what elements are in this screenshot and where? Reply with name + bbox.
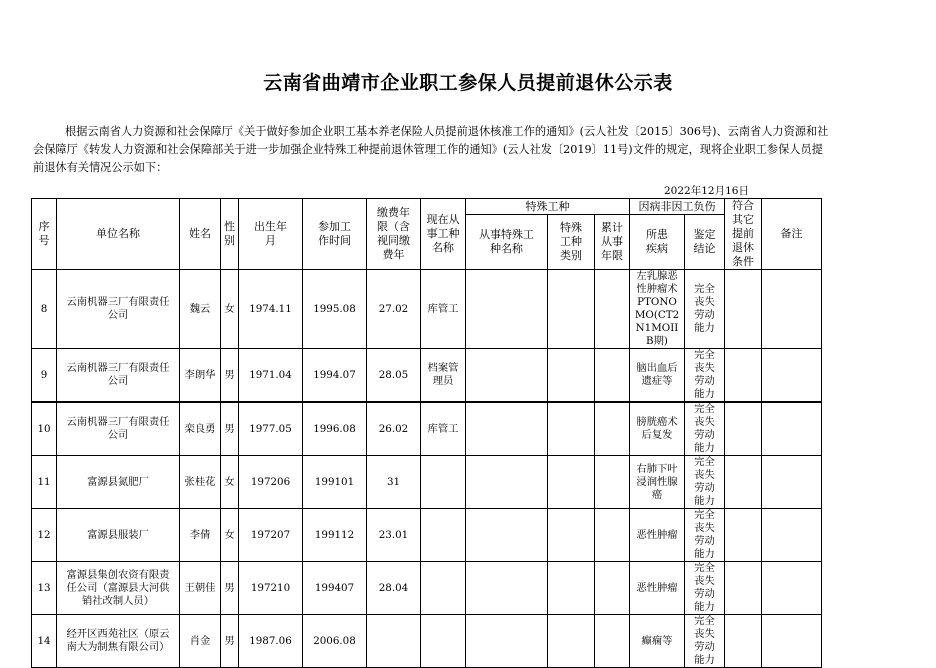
cell-special-name [466, 270, 548, 349]
cell-special-years [595, 402, 630, 456]
table-row [32, 456, 822, 509]
header-other: 符合其它提前退休条件 [725, 199, 762, 270]
cell-remark [762, 509, 822, 562]
cell-work-start: 2006.08 [303, 615, 367, 668]
cell-pay-years: 26.02 [367, 402, 421, 456]
cell-birth: 1971.04 [239, 349, 303, 403]
header-special-group: 特殊工种 [466, 199, 630, 215]
cell-name: 栾良勇 [180, 402, 221, 456]
table-row [32, 615, 822, 668]
cell-conclusion: 完全丧失劳动能力 [685, 349, 725, 403]
retirement-table [31, 198, 822, 668]
header-special-type: 特殊工种类别 [548, 215, 595, 270]
header-work-start: 参加工作时间 [303, 199, 367, 270]
cell-seq: 14 [32, 615, 57, 668]
cell-birth: 1987.06 [239, 615, 303, 668]
cell-special-years [595, 615, 630, 668]
cell-seq: 12 [32, 509, 57, 562]
cell-unit: 富源县集创农资有限责任公司（富源县大河供销社改制人员） [57, 562, 180, 615]
cell-pay-years: 28.05 [367, 349, 421, 403]
cell-seq: 8 [32, 270, 57, 349]
header-current-job: 现在从事工种名称 [421, 199, 466, 270]
header-birth: 出生年月 [239, 199, 303, 270]
cell-other [725, 509, 762, 562]
cell-special-name [466, 615, 548, 668]
cell-seq: 11 [32, 456, 57, 509]
cell-unit: 富源县氮肥厂 [57, 456, 180, 509]
header-conclusion: 鉴定结论 [685, 215, 725, 270]
cell-name: 李倩 [180, 509, 221, 562]
table-row [32, 562, 822, 615]
cell-illness: 脑出血后遗症等 [630, 349, 685, 403]
cell-conclusion: 完全丧失劳动能力 [685, 615, 725, 668]
cell-work-start: 199112 [303, 509, 367, 562]
cell-special-type [548, 349, 595, 403]
table-row [32, 402, 822, 456]
cell-pay-years: 23.01 [367, 509, 421, 562]
header-name: 姓名 [180, 199, 221, 270]
cell-seq: 10 [32, 402, 57, 456]
cell-gender: 男 [221, 402, 239, 456]
publish-date: 2022年12月16日 [664, 185, 749, 197]
cell-name: 李朗华 [180, 349, 221, 403]
cell-illness: 癫痫等 [630, 615, 685, 668]
header-unit: 单位名称 [57, 199, 180, 270]
cell-birth: 1977.05 [239, 402, 303, 456]
cell-conclusion: 完全丧失劳动能力 [685, 509, 725, 562]
header-illness: 所患疾病 [630, 215, 685, 270]
cell-work-start: 199101 [303, 456, 367, 509]
cell-name: 魏云 [180, 270, 221, 349]
cell-special-name [466, 402, 548, 456]
cell-work-start: 1995.08 [303, 270, 367, 349]
cell-birth: 1974.11 [239, 270, 303, 349]
cell-current-job: 库管工 [421, 402, 466, 456]
cell-illness: 左乳腺恶性肿瘤术PTONOMO(CT2N1MOIIB期) [630, 270, 685, 349]
cell-illness: 膀胱癌术后复发 [630, 402, 685, 456]
cell-birth: 197207 [239, 509, 303, 562]
cell-seq: 9 [32, 349, 57, 403]
cell-other [725, 456, 762, 509]
cell-special-type [548, 509, 595, 562]
cell-special-type [548, 562, 595, 615]
cell-unit: 富源县服装厂 [57, 509, 180, 562]
cell-name: 张桂花 [180, 456, 221, 509]
header-special-name: 从事特殊工种名称 [466, 215, 548, 270]
cell-special-name [466, 562, 548, 615]
header-pay-years: 缴费年限（含视同缴费年 [367, 199, 421, 270]
cell-work-start: 1994.07 [303, 349, 367, 403]
cell-special-name [466, 349, 548, 403]
cell-remark [762, 562, 822, 615]
cell-unit: 经开区西苑社区（原云南大为制焦有限公司） [57, 615, 180, 668]
cell-current-job [421, 562, 466, 615]
cell-pay-years: 31 [367, 456, 421, 509]
cell-special-type [548, 270, 595, 349]
cell-remark [762, 349, 822, 403]
cell-other [725, 402, 762, 456]
cell-pay-years: 28.04 [367, 562, 421, 615]
header-seq: 序号 [32, 199, 57, 270]
cell-gender: 女 [221, 270, 239, 349]
cell-remark [762, 270, 822, 349]
cell-special-type [548, 456, 595, 509]
cell-unit: 云南机器三厂有限责任公司 [57, 349, 180, 403]
cell-other [725, 562, 762, 615]
cell-birth: 197206 [239, 456, 303, 509]
cell-work-start: 199407 [303, 562, 367, 615]
cell-other [725, 270, 762, 349]
cell-pay-years: 27.02 [367, 270, 421, 349]
cell-current-job: 库管工 [421, 270, 466, 349]
cell-work-start: 1996.08 [303, 402, 367, 456]
cell-conclusion: 完全丧失劳动能力 [685, 456, 725, 509]
cell-conclusion: 完全丧失劳动能力 [685, 562, 725, 615]
cell-current-job [421, 509, 466, 562]
cell-special-name [466, 456, 548, 509]
cell-conclusion: 完全丧失劳动能力 [685, 402, 725, 456]
cell-remark [762, 615, 822, 668]
cell-name: 肖金 [180, 615, 221, 668]
header-special-years: 累计从事年限 [595, 215, 630, 270]
cell-gender: 女 [221, 509, 239, 562]
cell-special-years [595, 456, 630, 509]
cell-special-years [595, 270, 630, 349]
cell-special-type [548, 615, 595, 668]
cell-birth: 197210 [239, 562, 303, 615]
cell-special-years [595, 349, 630, 403]
cell-illness: 恶性肿瘤 [630, 509, 685, 562]
cell-current-job [421, 456, 466, 509]
cell-remark [762, 402, 822, 456]
table-row [32, 270, 822, 349]
cell-other [725, 615, 762, 668]
cell-remark [762, 456, 822, 509]
cell-gender: 男 [221, 615, 239, 668]
table-row [32, 509, 822, 562]
cell-conclusion: 完全丧失劳动能力 [685, 270, 725, 349]
cell-pay-years [367, 615, 421, 668]
cell-current-job [421, 615, 466, 668]
header-remark: 备注 [762, 199, 822, 270]
cell-name: 王朝佳 [180, 562, 221, 615]
cell-special-name [466, 509, 548, 562]
cell-special-type [548, 402, 595, 456]
cell-other [725, 349, 762, 403]
cell-illness: 恶性肿瘤 [630, 562, 685, 615]
cell-gender: 女 [221, 456, 239, 509]
cell-special-years [595, 509, 630, 562]
cell-gender: 男 [221, 562, 239, 615]
cell-illness: 右肺下叶浸润性腺癌 [630, 456, 685, 509]
header-gender: 性别 [221, 199, 239, 270]
cell-gender: 男 [221, 349, 239, 403]
page-title: 云南省曲靖市企业职工参保人员提前退休公示表 [263, 72, 673, 94]
cell-seq: 13 [32, 562, 57, 615]
cell-unit: 云南机器三厂有限责任公司 [57, 270, 180, 349]
header-illness-group: 因病非因工负伤 [630, 199, 725, 215]
cell-special-years [595, 562, 630, 615]
cell-unit: 云南机器三厂有限责任公司 [57, 402, 180, 456]
intro-paragraph: 根据云南省人力资源和社会保障厅《关于做好参加企业职工基本养老保险人员提前退休核准工作的通知》(云人社发〔2015〕306号)、云南省人力资源和社会保障厅《转发人力资源和社会保障部关于进一步加强企业特殊工种提前退休管理工作的通知》(云人社发〔2019〕11号)文件的规定，现将企业职工参保人员提前退休有关情况公示如下： [33, 125, 829, 174]
table-row [32, 349, 822, 403]
cell-current-job: 档案管理员 [421, 349, 466, 403]
